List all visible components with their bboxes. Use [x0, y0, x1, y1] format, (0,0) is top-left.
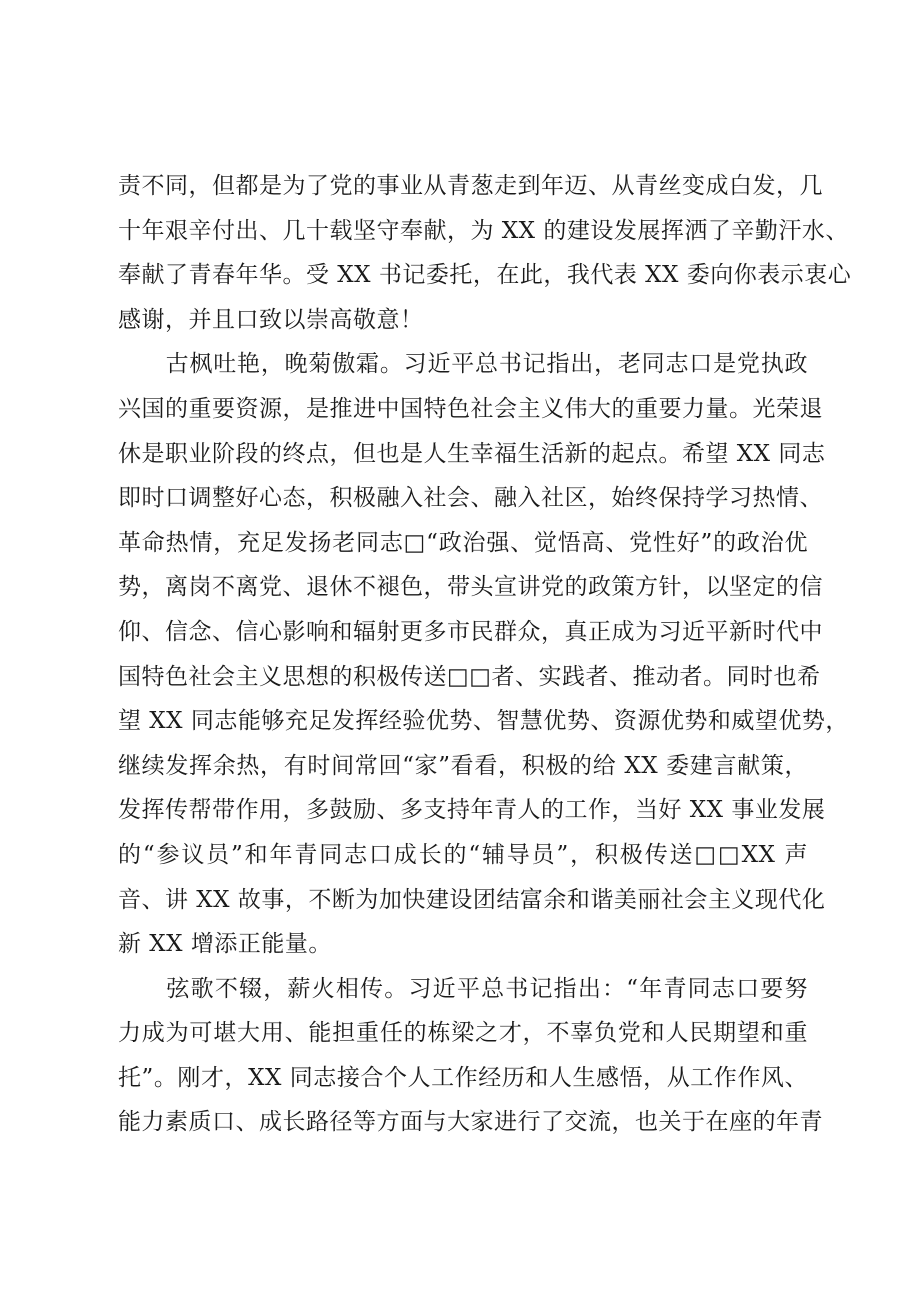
text-line: 继续发挥余热，有时间常回“家”看看，积极的给 XX 委建言献策， [118, 752, 808, 779]
text-line: 新 XX 增添正能量。 [118, 931, 332, 958]
text-line: 的“参议员”和年青同志口成长的“辅导员”，积极传送□□XX 声 [118, 841, 808, 868]
text-line: 势，离岗不离党、退休不褪色，带头宣讲党的政策方针，以坚定的信 [118, 574, 823, 601]
text-line: 国特色社会主义思想的积极传送□□者、实践者、推动者。同时也希 [118, 663, 821, 690]
text-line: 古枫吐艳，晚菊傲霜。习近平总书记指出，老同志口是党执政 [118, 351, 808, 378]
text-line: 弦歌不辍，薪火相传。习近平总书记指出：“年青同志口要努 [118, 975, 808, 1002]
text-line: 发挥传帮带作用，多鼓励、多支持年青人的工作，当好 XX 事业发展 [118, 797, 826, 824]
paragraph-youth-guidance [118, 967, 823, 1145]
text-line: 休是职业阶段的终点，但也是人生幸福生活新的起点。希望 XX 同志 [118, 440, 826, 467]
text-line: 托”。刚才，XX 同志接合个人工作经历和人生感悟，从工作作风、 [118, 1064, 808, 1091]
text-line: 音、讲 XX 故事，不断为加快建设团结富余和谐美丽社会主义现代化 [118, 886, 826, 913]
text-line: 能力素质口、成长路径等方面与大家进行了交流，也关于在座的年青 [118, 1109, 823, 1136]
text-line: 革命热情，充足发扬老同志□“政治强、觉悟高、党性好”的政治优 [118, 529, 808, 556]
text-line: 兴国的重要资源，是推进中国特色社会主义伟大的重要力量。光荣退 [118, 395, 823, 422]
text-line: 责不同，但都是为了党的事业从青葱走到年迈、从青丝变成白发，几 [118, 173, 823, 199]
paragraph-gratitude [118, 164, 852, 342]
text-line: 力成为可堪大用、能担重任的栋梁之才，不辜负党和人民期望和重 [118, 1020, 808, 1047]
text-line: 仰、信念、信心影响和辐射更多市民群众，真正成为习近平新时代中 [118, 618, 823, 645]
body-text [118, 164, 852, 1145]
text-line: 感谢，并且口致以崇高敬意！ [118, 306, 424, 333]
text-line: 奉献了青春年华。受 XX 书记委托，在此，我代表 XX 委向你表示衷心 [118, 262, 852, 289]
text-line: 望 XX 同志能够充足发挥经验优势、智慧优势、资源优势和威望优势， [118, 708, 849, 735]
text-line: 十年艰辛付出、几十载坚守奉献，为 XX 的建设发展挥洒了辛勤汗水、 [118, 217, 849, 244]
paragraph-retirement-hopes [118, 342, 849, 966]
text-line: 即时口调整好心态，积极融入社会、融入社区，始终保持学习热情、 [118, 485, 823, 512]
